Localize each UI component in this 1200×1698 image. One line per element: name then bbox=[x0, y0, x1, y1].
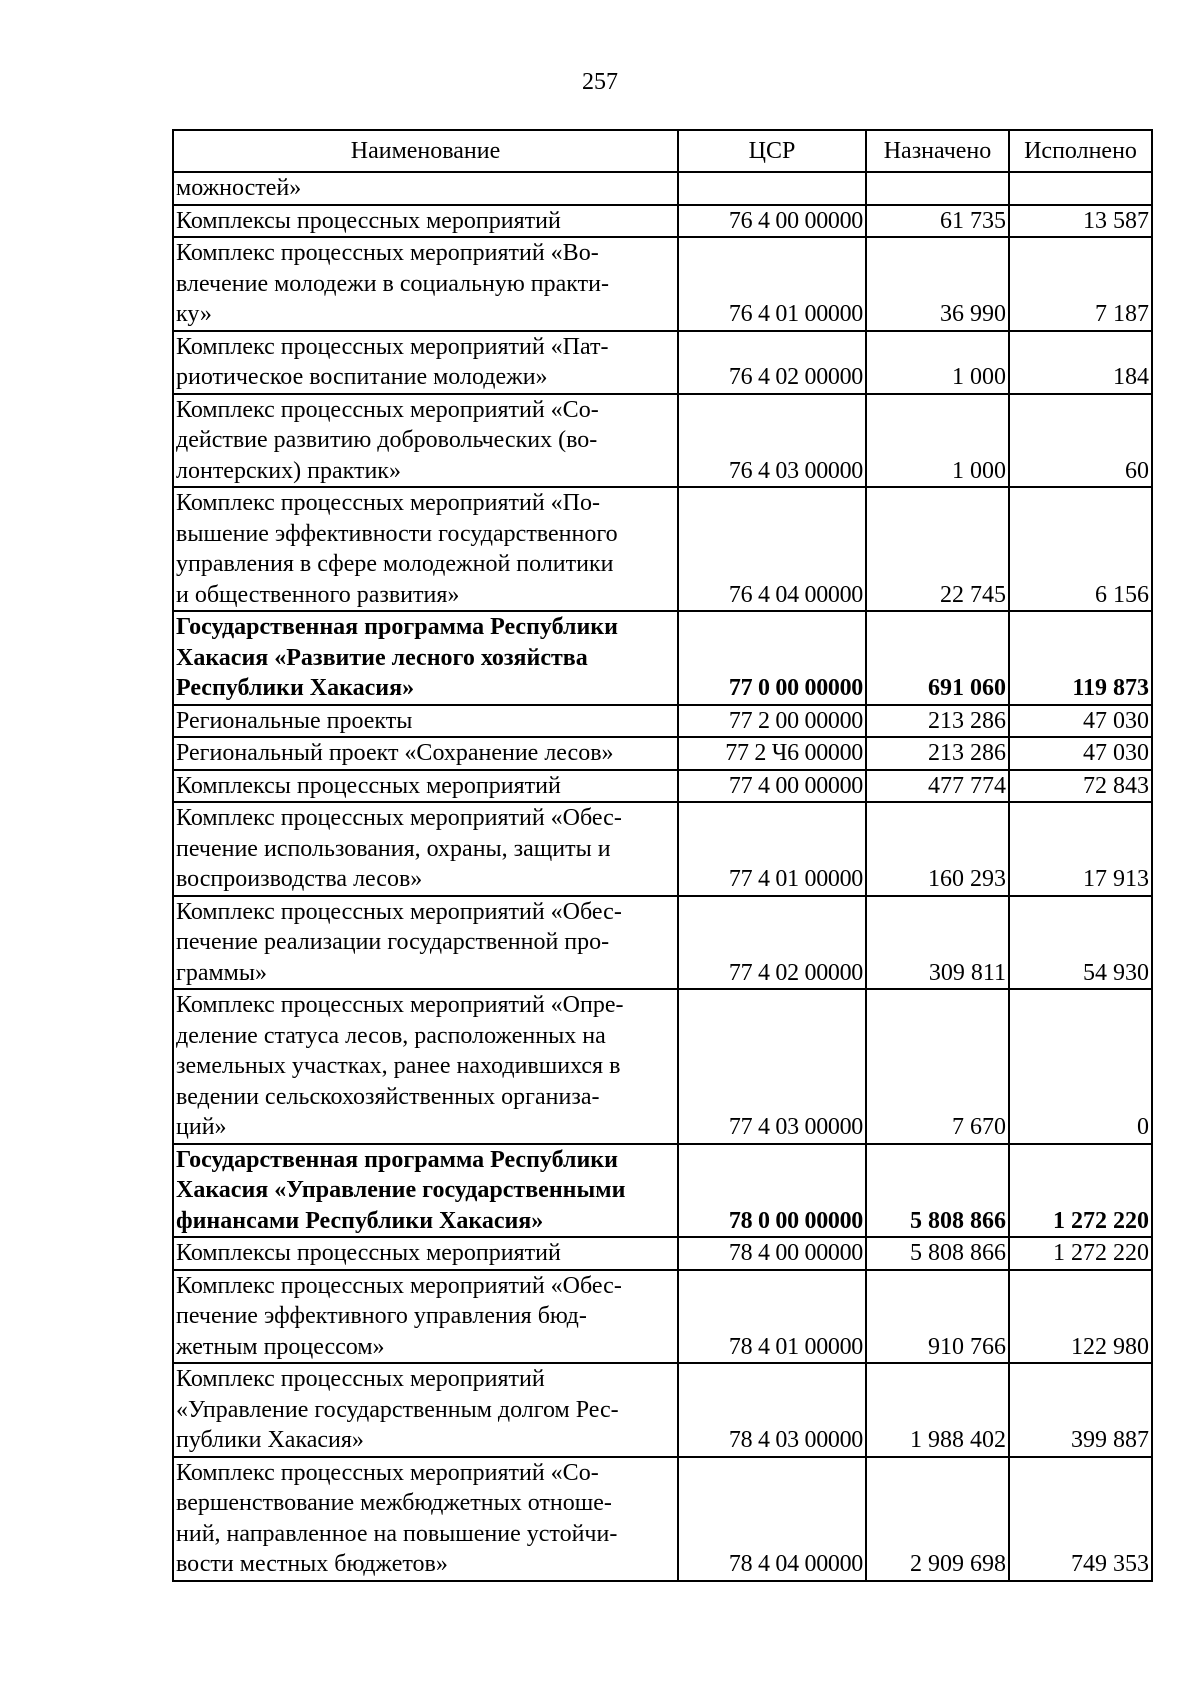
row-executed-cell: 17 913 bbox=[1009, 802, 1152, 896]
row-planned-cell: 2 909 698 bbox=[866, 1457, 1009, 1581]
row-csr-cell: 77 2 Ч6 00000 bbox=[678, 737, 866, 770]
row-csr-cell: 77 4 00 00000 bbox=[678, 770, 866, 803]
row-csr-cell: 77 4 03 00000 bbox=[678, 989, 866, 1144]
row-name-cell: Государственная программа Республики Хакасия «Развитие лесного хозяйства Республики Хакасия» bbox=[173, 611, 678, 705]
row-csr-cell: 78 4 01 00000 bbox=[678, 1270, 866, 1364]
row-csr-cell: 77 4 02 00000 bbox=[678, 896, 866, 990]
row-name-cell: Региональный проект «Сохранение лесов» bbox=[173, 737, 678, 770]
row-executed-cell: 54 930 bbox=[1009, 896, 1152, 990]
row-planned-cell: 1 000 bbox=[866, 394, 1009, 488]
row-csr-cell: 77 4 01 00000 bbox=[678, 802, 866, 896]
header-csr: ЦСР bbox=[678, 130, 866, 172]
header-planned: Назначено bbox=[866, 130, 1009, 172]
table-row bbox=[173, 1270, 1152, 1364]
row-planned-cell: 7 670 bbox=[866, 989, 1009, 1144]
table-row bbox=[173, 705, 1152, 738]
budget-execution-table bbox=[172, 129, 1153, 1582]
row-name-cell: Комплекс процессных мероприятий «Со- вершенствование межбюджетных отноше- ний, направленное на повышение устойчи- вости местных бюджетов» bbox=[173, 1457, 678, 1581]
row-planned-cell: 1 988 402 bbox=[866, 1363, 1009, 1457]
row-executed-cell: 6 156 bbox=[1009, 487, 1152, 611]
table-row bbox=[173, 205, 1152, 238]
row-name-cell: можностей» bbox=[173, 172, 678, 205]
row-executed-cell: 72 843 bbox=[1009, 770, 1152, 803]
table-row bbox=[173, 172, 1152, 205]
table-row bbox=[173, 331, 1152, 394]
row-name-cell: Комплекс процессных мероприятий «Управление государственным долгом Рес- публики Хакасия» bbox=[173, 1363, 678, 1457]
row-executed-cell: 122 980 bbox=[1009, 1270, 1152, 1364]
row-name-cell: Комплекс процессных мероприятий «Обес- печение эффективного управления бюд- жетным процессом» bbox=[173, 1270, 678, 1364]
row-csr-cell: 76 4 00 00000 bbox=[678, 205, 866, 238]
row-name-cell: Комплексы процессных мероприятий bbox=[173, 205, 678, 238]
row-csr-cell: 76 4 04 00000 bbox=[678, 487, 866, 611]
row-name-cell: Комплексы процессных мероприятий bbox=[173, 1237, 678, 1270]
table-row bbox=[173, 237, 1152, 331]
row-executed-cell: 1 272 220 bbox=[1009, 1237, 1152, 1270]
table-body bbox=[173, 172, 1152, 1581]
row-executed-cell bbox=[1009, 172, 1152, 205]
row-executed-cell: 0 bbox=[1009, 989, 1152, 1144]
row-csr-cell: 76 4 01 00000 bbox=[678, 237, 866, 331]
row-csr-cell: 77 2 00 00000 bbox=[678, 705, 866, 738]
row-planned-cell bbox=[866, 172, 1009, 205]
table-row bbox=[173, 1237, 1152, 1270]
row-csr-cell: 78 4 00 00000 bbox=[678, 1237, 866, 1270]
row-csr-cell: 78 0 00 00000 bbox=[678, 1144, 866, 1238]
row-planned-cell: 309 811 bbox=[866, 896, 1009, 990]
row-name-cell: Комплекс процессных мероприятий «По- вышение эффективности государственного управления в сфере молодежной политики и общественного развития» bbox=[173, 487, 678, 611]
row-executed-cell: 47 030 bbox=[1009, 737, 1152, 770]
table-row bbox=[173, 394, 1152, 488]
row-executed-cell: 1 272 220 bbox=[1009, 1144, 1152, 1238]
row-planned-cell: 213 286 bbox=[866, 705, 1009, 738]
page-number: 257 bbox=[582, 69, 618, 95]
row-name-cell: Комплекс процессных мероприятий «Обес- печение использования, охраны, защиты и воспроизводства лесов» bbox=[173, 802, 678, 896]
table-row bbox=[173, 1457, 1152, 1581]
table-row bbox=[173, 896, 1152, 990]
row-name-cell: Региональные проекты bbox=[173, 705, 678, 738]
table-row bbox=[173, 611, 1152, 705]
row-csr-cell: 76 4 03 00000 bbox=[678, 394, 866, 488]
row-planned-cell: 61 735 bbox=[866, 205, 1009, 238]
row-executed-cell: 399 887 bbox=[1009, 1363, 1152, 1457]
row-name-cell: Комплекс процессных мероприятий «Во- влечение молодежи в социальную практи- ку» bbox=[173, 237, 678, 331]
row-name-cell: Комплекс процессных мероприятий «Опре- деление статуса лесов, расположенных на земельных участках, ранее находившихся в ведении сельскохозяйственных организа- ций» bbox=[173, 989, 678, 1144]
row-executed-cell: 60 bbox=[1009, 394, 1152, 488]
row-csr-cell bbox=[678, 172, 866, 205]
table-row bbox=[173, 1144, 1152, 1238]
row-planned-cell: 22 745 bbox=[866, 487, 1009, 611]
table-row bbox=[173, 802, 1152, 896]
table-row bbox=[173, 1363, 1152, 1457]
table-row bbox=[173, 989, 1152, 1144]
row-planned-cell: 5 808 866 bbox=[866, 1237, 1009, 1270]
row-name-cell: Комплекс процессных мероприятий «Со- действие развитию добровольческих (во- лонтерских) практик» bbox=[173, 394, 678, 488]
row-executed-cell: 119 873 bbox=[1009, 611, 1152, 705]
row-planned-cell: 691 060 bbox=[866, 611, 1009, 705]
row-planned-cell: 5 808 866 bbox=[866, 1144, 1009, 1238]
row-executed-cell: 184 bbox=[1009, 331, 1152, 394]
row-planned-cell: 910 766 bbox=[866, 1270, 1009, 1364]
row-executed-cell: 13 587 bbox=[1009, 205, 1152, 238]
header-name: Наименование bbox=[173, 130, 678, 172]
row-planned-cell: 1 000 bbox=[866, 331, 1009, 394]
header-executed: Исполнено bbox=[1009, 130, 1152, 172]
row-executed-cell: 749 353 bbox=[1009, 1457, 1152, 1581]
row-planned-cell: 36 990 bbox=[866, 237, 1009, 331]
row-name-cell: Государственная программа Республики Хакасия «Управление государственными финансами Республики Хакасия» bbox=[173, 1144, 678, 1238]
row-planned-cell: 160 293 bbox=[866, 802, 1009, 896]
row-name-cell: Комплекс процессных мероприятий «Пат- риотическое воспитание молодежи» bbox=[173, 331, 678, 394]
row-csr-cell: 78 4 04 00000 bbox=[678, 1457, 866, 1581]
row-executed-cell: 47 030 bbox=[1009, 705, 1152, 738]
table-header-row bbox=[173, 130, 1152, 172]
row-csr-cell: 76 4 02 00000 bbox=[678, 331, 866, 394]
row-csr-cell: 78 4 03 00000 bbox=[678, 1363, 866, 1457]
row-name-cell: Комплексы процессных мероприятий bbox=[173, 770, 678, 803]
row-planned-cell: 213 286 bbox=[866, 737, 1009, 770]
table-row bbox=[173, 737, 1152, 770]
table-row bbox=[173, 487, 1152, 611]
row-executed-cell: 7 187 bbox=[1009, 237, 1152, 331]
row-planned-cell: 477 774 bbox=[866, 770, 1009, 803]
row-name-cell: Комплекс процессных мероприятий «Обес- печение реализации государственной про- граммы» bbox=[173, 896, 678, 990]
table-row bbox=[173, 770, 1152, 803]
row-csr-cell: 77 0 00 00000 bbox=[678, 611, 866, 705]
